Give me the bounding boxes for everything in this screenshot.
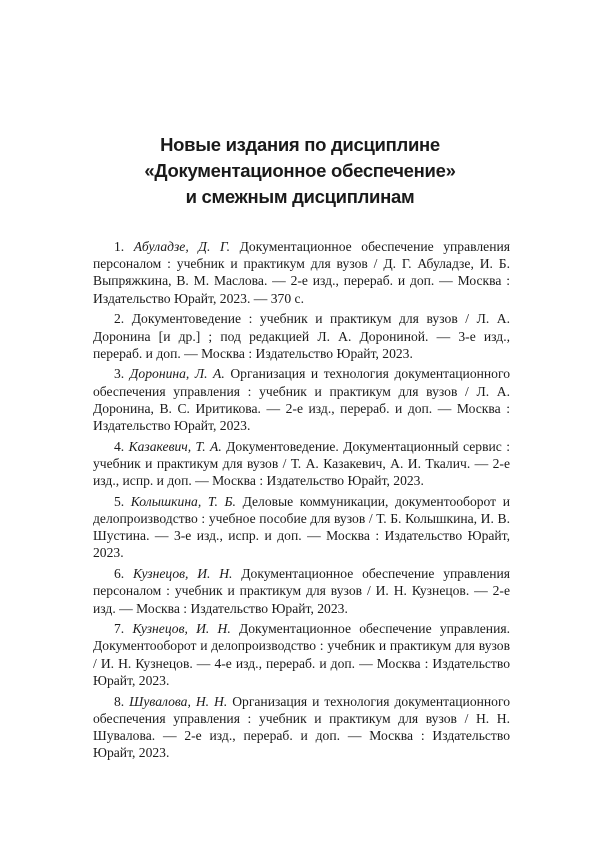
- title-line-3: и смежным дисциплинам: [185, 186, 415, 207]
- title-line-2: «Документационное обеспечение»: [144, 160, 456, 181]
- entry-number: 5.: [114, 493, 125, 509]
- entry-author: Абуладзе, Д. Г.: [133, 239, 231, 254]
- entry-author: Доронина, Л. А.: [129, 366, 225, 382]
- entry-text: Организация и технология документационного обеспечения управления : учебник и практикум для вузов / Н. Н. Шувалова. — 2-е изд., перераб. и доп. — Москва : Издательство Юрайт, 2023.: [93, 693, 511, 761]
- entry-author: Колышкина, Т. Б.: [130, 493, 236, 509]
- entry-number: 3.: [114, 366, 125, 382]
- bibliography-entry-8: [93, 693, 510, 762]
- entry-text: Документоведение. Документационный сервис : учебник и практикум для вузов / Т. А. Казакевич, А. И. Ткалич. — 2-е изд., испр. и доп. — Москва : Издательство Юрайт, 2023.: [93, 438, 510, 489]
- bibliography-entry-3: [93, 365, 510, 434]
- bibliography-entry-4: [93, 438, 510, 490]
- bibliography-list: [93, 238, 510, 765]
- entry-author: Кузнецов, И. Н.: [133, 566, 233, 582]
- entry-text: Документоведение : учебник и практикум для вузов / Л. А. Доронина [и др.] ; под редакцией Л. А. Дорониной. — 3-е изд., перераб. и доп. — Москва : Издательство Юрайт, 2023.: [93, 311, 510, 361]
- entry-author: Кузнецов, И. Н.: [132, 621, 231, 637]
- entry-number: 2.: [114, 311, 125, 327]
- entry-author: Казакевич, Т. А.: [128, 438, 222, 454]
- title-line-1: Новые издания по дисциплине: [160, 134, 440, 155]
- entry-text: Документационное обеспечение управления персоналом : учебник и практикум для вузов / Д. Г. Абуладзе, И. Б. Выпряжкина, В. М. Маслова. — 2-е изд., перераб. и доп. — Москва : Издательство Юрайт, 2023. — 370 с.: [93, 239, 510, 306]
- bibliography-entry-2: [93, 310, 510, 362]
- bibliography-entry-6: [93, 565, 510, 617]
- page-title: [0, 132, 600, 210]
- entry-number: 7.: [114, 621, 125, 637]
- entry-text: Документационное обеспечение управления. Документооборот и делопроизводство : учебник и практикум для вузов / И. Н. Кузнецов. — 4-е изд., перераб. и доп. — Москва : Издательство Юрайт, 2023.: [93, 621, 510, 688]
- entry-author: Шувалова, Н. Н.: [129, 693, 228, 709]
- bibliography-entry-1: [93, 238, 510, 307]
- entry-number: 6.: [114, 566, 125, 582]
- entry-number: 8.: [114, 693, 125, 709]
- entry-text: Деловые коммуникации, документооборот и делопроизводство : учебное пособие для вузов / Т. Б. Колышкина, И. В. Шустина. — 3-е изд., испр. и доп. — Москва : Издательство Юрайт, 2023.: [93, 493, 510, 561]
- entry-text: Организация и технология документационного обеспечения управления : учебник и практикум для вузов / Л. А. Доронина, В. С. Иритикова. — 2-е изд., перераб. и доп. — Москва : Издательство Юрайт, 2023.: [93, 366, 511, 434]
- bibliography-entry-7: [93, 620, 510, 689]
- entry-number: 4.: [114, 438, 125, 454]
- entry-number: 1.: [114, 239, 125, 254]
- bibliography-entry-5: [93, 493, 510, 562]
- entry-text: Документационное обеспечение управления персоналом : учебник и практикум для вузов / И. Н. Кузнецов. — 2-е изд. — Москва : Издательство Юрайт, 2023.: [93, 566, 510, 616]
